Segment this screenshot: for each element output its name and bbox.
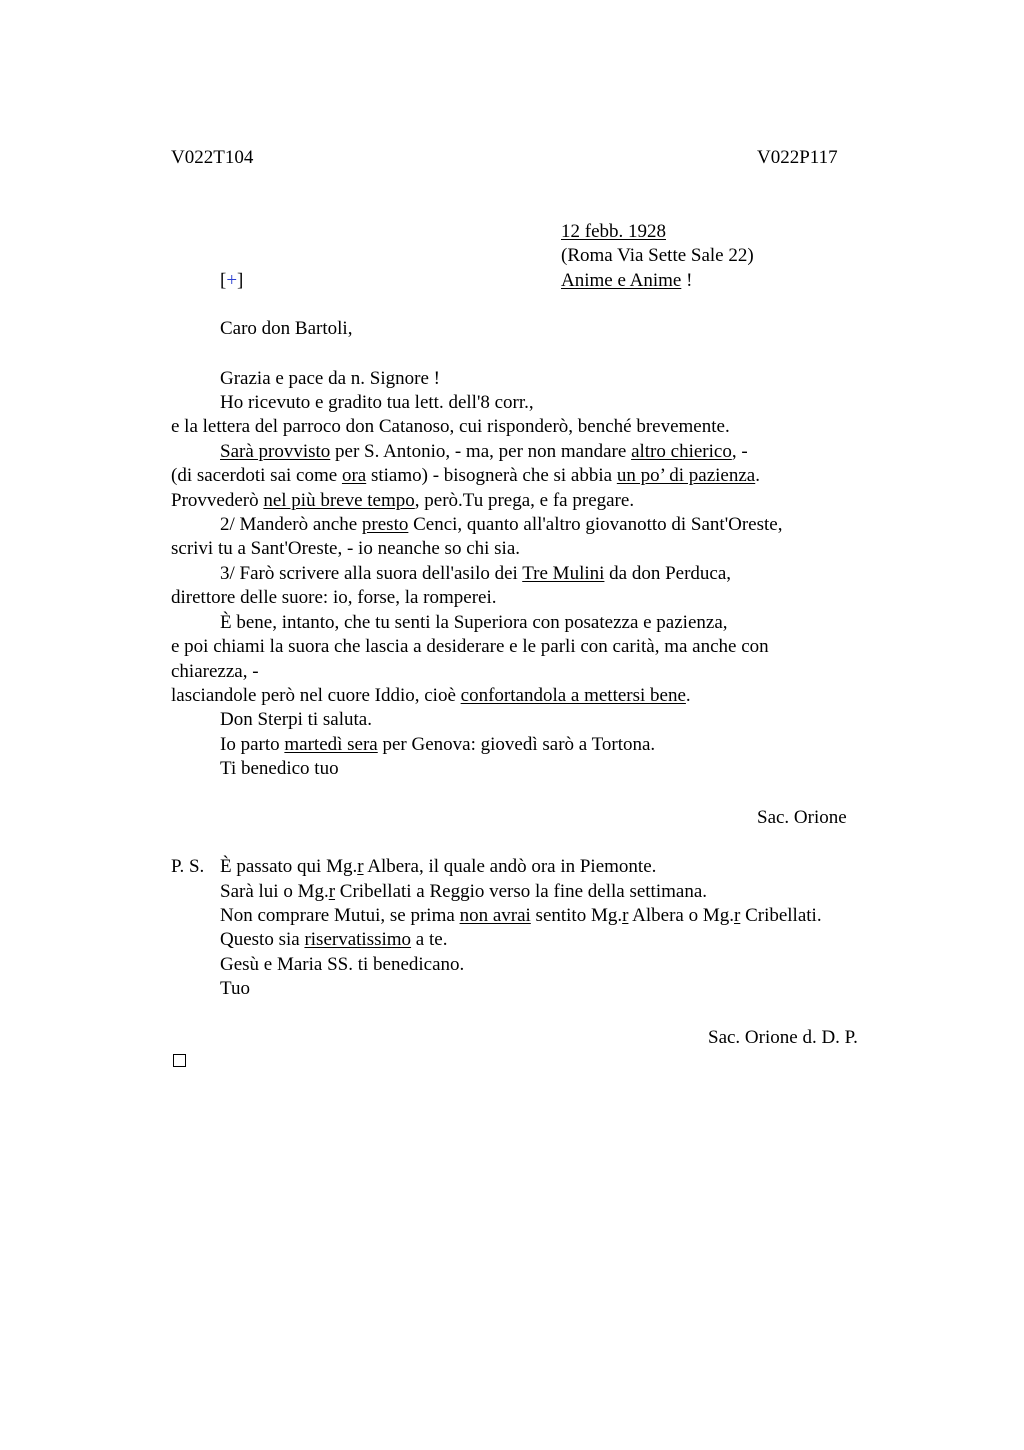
text-run: 2/ Manderò anche xyxy=(220,514,362,535)
text-run: , - xyxy=(731,441,748,462)
postscript-line xyxy=(220,904,822,928)
end-marker-square-icon xyxy=(173,1054,186,1067)
underlined-text: r xyxy=(733,905,741,926)
letter-date: 12 febb. 1928 xyxy=(561,221,667,242)
body-line: direttore delle suore: io, forse, la romperei. xyxy=(171,587,497,608)
underlined-text: riservatissimo xyxy=(304,929,412,950)
text-run: per Genova: giovedì sarò a Tortona. xyxy=(377,734,656,755)
body-line xyxy=(220,733,655,757)
body-line: e la lettera del parroco don Catanoso, cui risponderò, benché brevemente. xyxy=(171,416,730,437)
text-run: sentito Mg. xyxy=(530,905,623,926)
underlined-text: altro chierico xyxy=(631,441,732,462)
text-run: Questo sia xyxy=(220,929,305,950)
cross-icon: + xyxy=(226,270,238,291)
underlined-text: confortandola a mettersi bene xyxy=(460,685,686,706)
underlined-text: presto xyxy=(361,514,409,535)
text-run: stiamo) - bisognerà che si abbia xyxy=(366,465,617,486)
text-run: Albera o Mg. xyxy=(628,905,734,926)
cross-mark xyxy=(220,269,243,293)
cross-bracket-open: [ xyxy=(220,270,227,291)
underlined-text: Tre Mulini xyxy=(522,563,605,584)
postscript-line xyxy=(220,928,447,952)
text-run: Non comprare Mutui, se prima xyxy=(220,905,460,926)
text-run: . xyxy=(755,465,760,486)
body-line xyxy=(171,464,760,488)
postscript-line xyxy=(220,855,656,879)
motto-suffix: ! xyxy=(681,270,693,291)
letter-place: (Roma Via Sette Sale 22) xyxy=(561,245,754,266)
salutation: Caro don Bartoli, xyxy=(220,318,353,339)
text-run: lasciandole però nel cuore Iddio, cioè xyxy=(171,685,461,706)
underlined-text: un po’ di pazienza xyxy=(616,465,756,486)
body-line: chiarezza, - xyxy=(171,661,259,682)
underlined-text: r xyxy=(357,856,364,877)
body-line: È bene, intanto, che tu senti la Superiora con posatezza e pazienza, xyxy=(220,612,728,633)
body-line xyxy=(171,489,634,513)
underlined-text: r xyxy=(328,881,336,902)
text-run: . xyxy=(685,685,691,706)
text-run: da don Perduca, xyxy=(604,563,732,584)
motto-text: Anime e Anime xyxy=(561,270,682,291)
text-run: Io parto xyxy=(220,734,285,755)
text-run: Albera, il quale andò ora in Piemonte. xyxy=(363,856,657,877)
text-run: Provvederò xyxy=(171,490,264,511)
body-line xyxy=(220,562,731,586)
body-line xyxy=(220,440,748,464)
postscript-line: Tuo xyxy=(220,978,250,999)
body-line: scrivi tu a Sant'Oreste, - io neanche so chi sia. xyxy=(171,538,521,559)
postscript-line xyxy=(220,880,707,904)
body-line: Don Sterpi ti saluta. xyxy=(220,709,372,730)
document-code-right: V022P117 xyxy=(757,147,838,168)
text-run: a te. xyxy=(411,929,448,950)
text-run: 3/ Farò scrivere alla suora dell'asilo dei xyxy=(220,563,523,584)
body-line: e poi chiami la suora che lascia a desiderare e le parli con carità, ma anche con xyxy=(171,636,769,657)
body-line: Grazia e pace da n. Signore ! xyxy=(220,368,440,389)
letter-motto xyxy=(561,269,692,293)
cross-bracket-close: ] xyxy=(237,270,244,291)
underlined-text: r xyxy=(622,905,629,926)
text-run: , però.Tu prega, e fa pregare. xyxy=(414,490,635,511)
body-line xyxy=(171,684,691,708)
body-line: Ti benedico tuo xyxy=(220,758,339,779)
body-line xyxy=(220,513,782,537)
text-run: Cribellati a Reggio verso la fine della settimana. xyxy=(335,881,708,902)
underlined-text: Sarà provvisto xyxy=(220,441,331,462)
closing-signature: Sac. Orione d. D. P. xyxy=(708,1027,858,1048)
text-run: Cribellati. xyxy=(740,905,822,926)
underlined-text: martedì sera xyxy=(284,734,378,755)
underlined-text: non avrai xyxy=(459,905,531,926)
text-run: Sarà lui o Mg. xyxy=(220,881,329,902)
underlined-text: nel più breve tempo xyxy=(263,490,415,511)
body-line: Ho ricevuto e gradito tua lett. dell'8 corr., xyxy=(220,392,534,413)
document-code-left: V022T104 xyxy=(171,147,254,168)
postscript-label: P. S. xyxy=(171,856,205,877)
text-run: (di sacerdoti sai come xyxy=(171,465,342,486)
postscript-line: Gesù e Maria SS. ti benedicano. xyxy=(220,954,465,975)
underlined-text: ora xyxy=(341,465,367,486)
text-run: per S. Antonio, - ma, per non mandare xyxy=(330,441,632,462)
text-run: Cenci, quanto all'altro giovanotto di Sant'Oreste, xyxy=(408,514,783,535)
signature: Sac. Orione xyxy=(757,807,847,828)
text-run: È passato qui Mg. xyxy=(220,856,358,877)
